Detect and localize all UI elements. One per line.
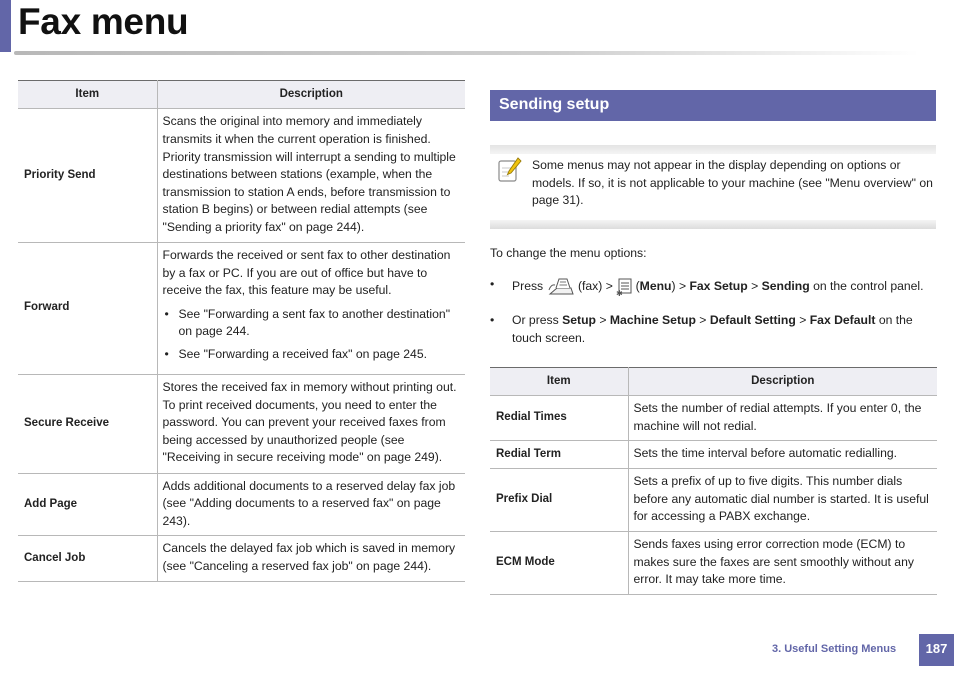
description-cell: Sets a prefix of up to five digits. This number dials before any automatic dial number is started. It is useful for accessing a PABX exchange.: [628, 469, 937, 532]
bullet-dot: •: [490, 277, 495, 291]
description-cell: [157, 243, 465, 375]
title-divider: [14, 51, 919, 55]
bullet-dot: •: [490, 313, 495, 327]
table-header-row: [490, 368, 937, 396]
reference-item: • See "Forwarding a sent fax to another destination" on page 244.: [163, 306, 461, 341]
description-cell: Cancels the delayed fax job which is saved in memory (see "Canceling a reserved fax job" on page 244).: [157, 536, 465, 581]
step-separator: >: [799, 313, 807, 327]
page-title: Fax menu: [18, 1, 189, 42]
default-setting-label: Default Setting: [709, 313, 796, 327]
item-cell: Priority Send: [18, 109, 157, 243]
fax-default-label: Fax Default: [809, 313, 876, 327]
step-text: Press: [512, 279, 544, 294]
item-cell: Forward: [18, 243, 157, 375]
step-separator: >: [751, 279, 759, 294]
item-cell: Prefix Dial: [490, 469, 628, 532]
table-row: [490, 441, 937, 469]
reference-item: • See "Forwarding a received fax" on page 245.: [163, 346, 461, 364]
column-header-item: Item: [18, 81, 157, 109]
section-title: Sending setup: [490, 90, 936, 121]
title-accent-bar: [0, 0, 11, 52]
note-top-bar: [490, 145, 936, 154]
page-number: 187: [919, 634, 954, 666]
item-cell: Redial Times: [490, 396, 628, 441]
note-bottom-bar: [490, 220, 936, 229]
step-text: ) >: [671, 279, 687, 294]
setup-label: Setup: [562, 313, 596, 327]
svg-text:✱: ✱: [616, 289, 623, 296]
step-separator: >: [599, 313, 607, 327]
table-row: [18, 374, 465, 473]
table-row: [490, 531, 937, 594]
step-separator: >: [699, 313, 707, 327]
description-cell: Adds additional documents to a reserved delay fax job (see "Adding documents to a reserved fax" on page 243).: [157, 473, 465, 536]
fax-icon: [547, 276, 575, 298]
description-cell: Sets the number of redial attempts. If you enter 0, the machine will not redial.: [628, 396, 937, 441]
reference-list: [163, 306, 461, 364]
table-row: [18, 536, 465, 581]
description-text: Forwards the received or sent fax to other destination by a fax or PC. If you are out of office but have to receive the fax, this feature may be useful.: [162, 248, 451, 298]
description-cell: Stores the received fax in memory without printing out. To print received documents, you need to enter the password. You can prevent your received faxes from being accessed by unauthorized people (see "Receiving in secure receiving mode" on page 249).: [157, 374, 465, 473]
step-text: (: [635, 279, 640, 294]
step-text: (fax) >: [577, 279, 613, 294]
item-cell: Cancel Job: [18, 536, 157, 581]
machine-setup-label: Machine Setup: [609, 313, 696, 327]
note-box: [490, 145, 936, 229]
table-header-row: [18, 81, 465, 109]
table-row: [18, 243, 465, 375]
intro-text: To change the menu options:: [490, 246, 647, 260]
description-cell: Sends faxes using error correction mode (ECM) to makes sure the faxes are sent smoothly without any error. It may take more time.: [628, 531, 937, 594]
fax-menu-table: [18, 80, 465, 582]
item-cell: Secure Receive: [18, 374, 157, 473]
step-text: Or press: [512, 313, 559, 327]
step-text: on the control panel.: [813, 279, 924, 294]
step-item: [490, 276, 940, 298]
sending-label: Sending: [761, 279, 810, 294]
item-cell: Redial Term: [490, 441, 628, 469]
description-cell: Scans the original into memory and immediately transmits it when the current operation is finished. Priority transmission will interrupt a sending to multiple destinations between stations (example, when the transmission to station A ends, before transmission to station B begins) or between redial attempts (see "Sending a priority fax" on page 244).: [157, 109, 465, 243]
table-row: [490, 469, 937, 532]
note-pencil-icon: [498, 157, 522, 183]
table-row: [18, 109, 465, 243]
description-cell: Sets the time interval before automatic redialling.: [628, 441, 937, 469]
table-row: [18, 473, 465, 536]
note-text: Some menus may not appear in the display depending on options or models. If so, it is not applicable to your machine (see "Menu overview" on page 31).: [532, 158, 933, 208]
column-header-description: Description: [628, 368, 937, 396]
column-header-item: Item: [490, 368, 628, 396]
menu-label: Menu: [639, 279, 672, 294]
table-row: [490, 396, 937, 441]
item-cell: Add Page: [18, 473, 157, 536]
steps-list: [490, 276, 940, 361]
step-item: [490, 312, 940, 347]
fax-setup-label: Fax Setup: [689, 279, 748, 294]
sending-setup-table: [490, 367, 937, 595]
chapter-label: 3. Useful Setting Menus: [772, 643, 897, 655]
step-text: on the touch screen.: [512, 313, 913, 345]
column-header-description: Description: [157, 81, 465, 109]
menu-icon: [616, 278, 632, 296]
item-cell: ECM Mode: [490, 531, 628, 594]
